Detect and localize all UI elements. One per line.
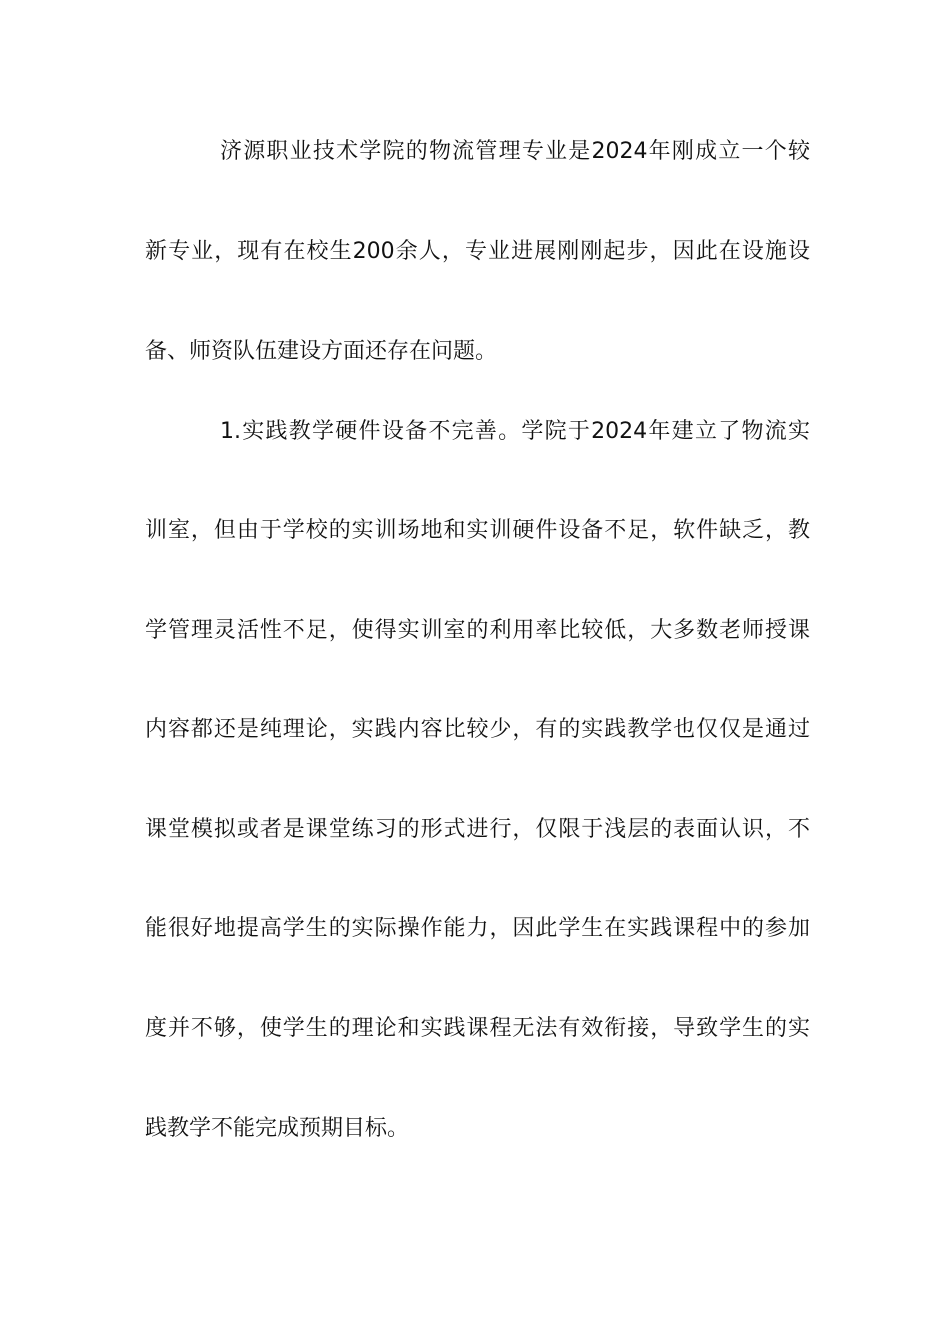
text-line: 能很好地提高学生的实际操作能力，因此学生在实践课程中的参加 (145, 916, 810, 941)
text-line: 学管理灵活性不足，使得实训室的利用率比较低，大多数老师授课 (145, 618, 810, 643)
text-line: 新专业，现有在校生200余人，专业进展刚刚起步，因此在设施设 (145, 239, 810, 264)
text-line: 备、师资队伍建设方面还存在问题。 (145, 339, 498, 364)
text-line: 课堂模拟或者是课堂练习的形式进行，仅限于浅层的表面认识，不 (145, 817, 810, 842)
text-line: 济源职业技术学院的物流管理专业是2024年刚成立一个较 (220, 139, 810, 164)
text-line: 度并不够，使学生的理论和实践课程无法有效衔接，导致学生的实 (145, 1016, 810, 1041)
text-line: 践教学不能完成预期目标。 (145, 1116, 410, 1141)
text-line: 1.实践教学硬件设备不完善。学院于2024年建立了物流实 (220, 419, 810, 444)
text-line: 训室，但由于学校的实训场地和实训硬件设备不足，软件缺乏，教 (145, 518, 810, 543)
text-line: 内容都还是纯理论，实践内容比较少，有的实践教学也仅仅是通过 (145, 717, 810, 742)
